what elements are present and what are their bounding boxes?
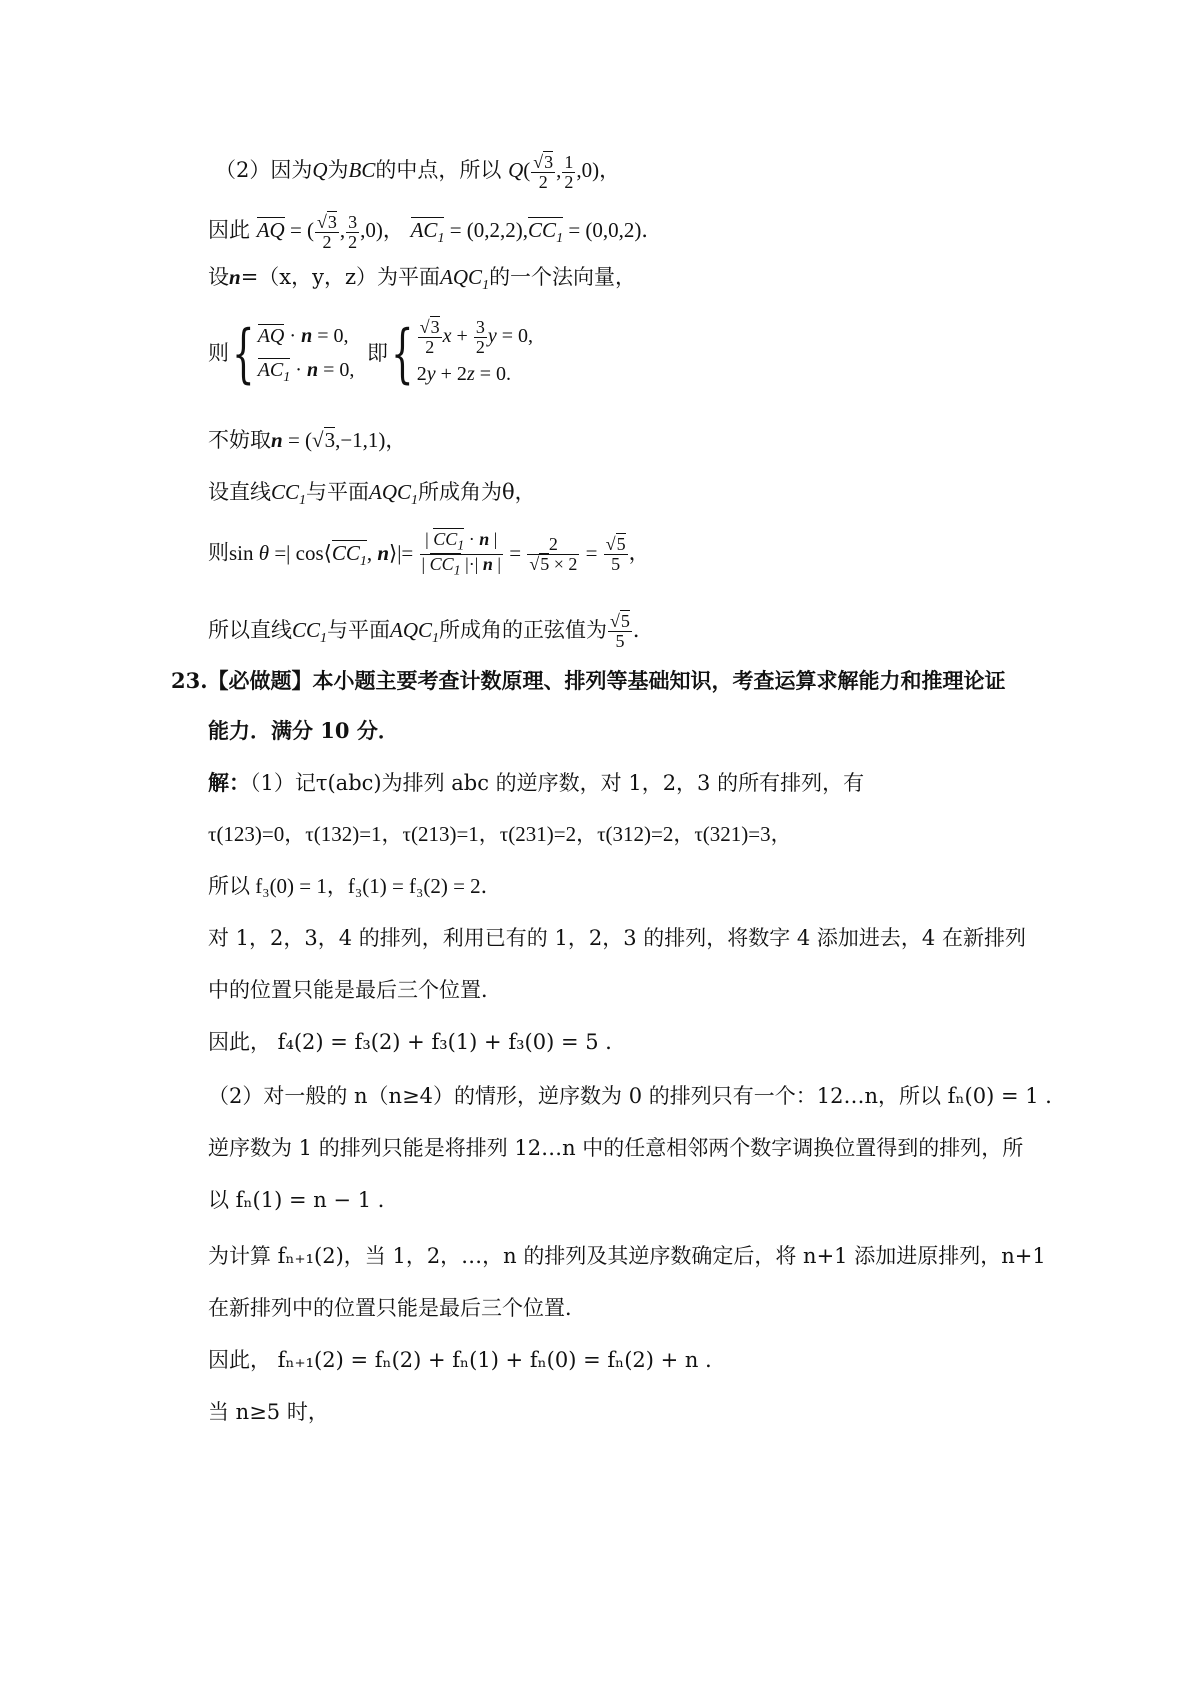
- q-coords: Q( $\frac{√3}{2}$ , $\frac{1}{2}$ ,0): [508, 152, 600, 192]
- line-system: [208, 318, 533, 391]
- text: 即: [367, 340, 389, 365]
- line-sin-formula: 则sin θ =| $\cos⟨CC_1$, n⟩|= $\frac{| CC_1 \cdot n |}{| CC_1 |\cdot| n |}$ = $\frac{2}{√5 \times 2}$ = $\frac{√5}{5}$ ，: [208, 529, 650, 579]
- text: 设直线: [208, 480, 271, 504]
- text: 能力．满分 10 分．: [208, 718, 399, 743]
- calc-line2: 在新排列中的位置只能是最后三个位置．: [208, 1296, 586, 1320]
- f4-value: 因此， f₄(2) = f₃(2) + f₃(1) + f₃(0) = 5 ．: [208, 1030, 627, 1054]
- text: 所成角为θ，: [418, 480, 536, 504]
- system-2: $\frac{√3}{2}$ x + $\frac{3}{2}$ y = 0, 2y + 2z = 0.: [416, 317, 533, 385]
- text: （2）因为: [215, 158, 313, 183]
- math: $AQC_1$: [369, 480, 419, 509]
- math: Q: [312, 158, 328, 183]
- math: $AQC_1$: [440, 265, 490, 294]
- math: $\frac{√5}{5}$: [610, 611, 630, 651]
- general-line3: 以 fₙ(1) = n − 1 ．: [208, 1188, 399, 1212]
- text: {: [391, 317, 414, 392]
- q23-heading-1: [171, 668, 1006, 693]
- text: 所成角的正弦值为: [439, 617, 608, 642]
- text: 则: [208, 340, 229, 365]
- general-line2: 逆序数为 1 的排列只能是将排列 12…n 中的任意相邻两个数字调换位置得到的排列，所: [208, 1136, 1024, 1160]
- text: 设: [208, 265, 229, 289]
- tau-values: τ(123)=0，τ(132)=1，τ(213)=1，τ(231)=2，τ(312)=2，τ(321)=3，: [208, 822, 792, 846]
- sol-part1-intro: [208, 770, 864, 796]
- line-conclusion: 所以直线$CC_1$与平面$AQC_1$所成角的正弦值为 $\frac{√5}{5}$ ．: [208, 611, 654, 651]
- when-n-ge-5: 当 n≥5 时，: [208, 1400, 329, 1424]
- math: sin θ =| $\cos⟨CC_1$, n⟩|= $\frac{| CC_1 \cdot n |}{| CC_1 |\cdot| n |}$ = $\frac{2}{√5 \times 2}$ = $\frac{√5}{5}$: [229, 529, 626, 579]
- q23-heading-2: [208, 718, 399, 743]
- text: 则: [208, 540, 229, 565]
- line-take-n: 不妨取n = (√3,−1,1)，: [208, 428, 407, 452]
- math: n: [229, 265, 241, 289]
- text: 的中点，所以: [375, 158, 502, 183]
- text: 不妨取: [208, 428, 271, 452]
- text: 所以直线: [208, 617, 292, 642]
- math: $CC_1$: [292, 617, 328, 647]
- math: n = (√3,−1,1): [271, 428, 386, 452]
- line-set-angle: [208, 480, 536, 510]
- system-1: AQ · n = 0, $AC_1 \cdot n = 0$,: [257, 324, 355, 385]
- f3-values: 所以 f₃(0) = 1，f₃(1) = f₃(2) = 2．: [208, 874, 502, 898]
- text: 解：: [208, 770, 250, 795]
- perm4-line1: 对 1，2，3，4 的排列，利用已有的 1，2，3 的排列，将数字 4 添加进去，4 在新排列: [208, 926, 1026, 950]
- text: 与平面: [327, 617, 391, 642]
- math: $CC_1$: [271, 480, 307, 509]
- text: 23.: [171, 668, 208, 693]
- text: =（x，y，z）为平面: [240, 265, 441, 289]
- general-line1: （2）对一般的 n（n≥4）的情形，逆序数为 0 的排列只有一个：12…n，所以 fₙ(0) = 1 ．: [208, 1084, 1067, 1108]
- math: $AQC_1$: [390, 617, 440, 647]
- perm4-line2: 中的位置只能是最后三个位置．: [208, 978, 502, 1002]
- math: BC: [348, 158, 376, 183]
- recurrence: 因此， fₙ₊₁(2) = fₙ(2) + fₙ(1) + fₙ(0) = fₙ(2) + n ．: [208, 1348, 727, 1372]
- aq-vector: AQ = ( $\frac{√3}{2}$ , $\frac{3}{2}$ ,0): [256, 212, 383, 252]
- text: 的一个法向量，: [489, 265, 637, 289]
- calc-line1: 为计算 fₙ₊₁(2)，当 1，2，…，n 的排列及其逆序数确定后，将 n+1 添加进原排列，n+1: [208, 1244, 1046, 1268]
- line-q-midpoint: （2）因为Q为BC的中点，所以 Q( $\frac{√3}{2}$ , $\frac{1}{2}$ ,0)，: [215, 152, 621, 192]
- hence-text: 因此: [208, 218, 250, 243]
- text: （1）记τ(abc)为排列 abc 的逆序数，对 1，2，3 的所有排列，有: [250, 771, 865, 795]
- text: {: [232, 317, 255, 392]
- text: 为: [327, 158, 349, 183]
- text: 【必做题】本小题主要考查计数原理、排列等基础知识，考查运算求解能力和推理论证: [207, 668, 1006, 693]
- ac1-cc1-vectors: $AC_1 = (0,2,2),CC_1 = (0,0,2)$．: [410, 218, 663, 247]
- line-vectors: 因此 AQ = ( $\frac{√3}{2}$ , $\frac{3}{2}$ ,0)， $AC_1 = (0,2,2),CC_1 = (0,0,2)$．: [208, 212, 663, 252]
- line-set-n: [208, 265, 636, 295]
- text: 与平面: [306, 480, 370, 504]
